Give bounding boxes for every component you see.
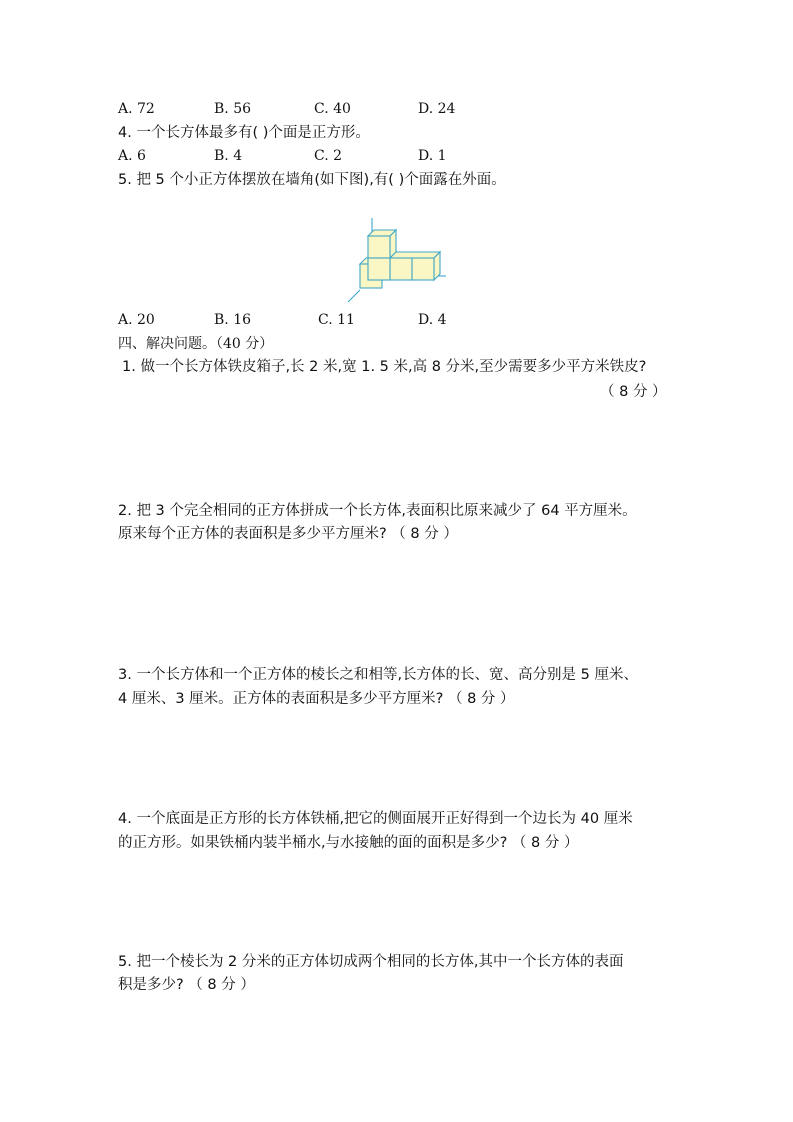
q4-option-d: D. 1 [418, 148, 447, 164]
cube-row-front-face-2 [412, 258, 434, 280]
q3-option-b: B. 56 [214, 101, 252, 117]
cube-row-front-face-1 [390, 258, 412, 280]
problem-2-line1: 2. 把 3 个完全相同的正方体拼成一个长方体,表面积比原来减少了 64 平方厘米。 [118, 503, 637, 519]
q5-option-b: B. 16 [214, 312, 252, 328]
problem-4-line2: 的正方形。如果铁桶内装半桶水,与水接触的面的面积是多少? （ 8 分 ） [118, 835, 579, 851]
floor-diagonal-line [348, 290, 360, 302]
q5-option-d: D. 4 [418, 312, 447, 328]
problem-2-line2: 原来每个正方体的表面积是多少平方厘米? （ 8 分 ） [118, 526, 458, 542]
cube-row-top-face [390, 252, 440, 258]
q4-option-c: C. 2 [314, 148, 343, 164]
q3-option-d: D. 24 [418, 101, 456, 117]
problem-5-line2: 积是多少? （ 8 分 ） [118, 977, 255, 993]
problem-3-line2: 4 厘米、3 厘米。正方体的表面积是多少平方厘米? （ 8 分 ） [118, 691, 515, 707]
q3-option-c: C. 40 [314, 101, 351, 117]
q4-option-b: B. 4 [214, 148, 243, 164]
cube-corner-figure [340, 212, 460, 312]
problem-1-line1: 1. 做一个长方体铁皮箱子,长 2 米,宽 1. 5 米,高 8 分米,至少需要多少平方米铁皮? [122, 359, 647, 375]
problem-4-line1: 4. 一个底面是正方形的长方体铁桶,把它的侧面展开正好得到一个边长为 40 厘米 [118, 811, 633, 827]
q5-option-c: C. 11 [318, 312, 355, 328]
problem-5-line1: 5. 把一个棱长为 2 分米的正方体切成两个相同的长方体,其中一个长方体的表面 [118, 954, 624, 970]
q3-option-a: A. 72 [118, 101, 155, 117]
q4-option-a: A. 6 [118, 148, 146, 164]
q4-text: 4. 一个长方体最多有( )个面是正方形。 [118, 125, 370, 141]
cube-top-front-face [368, 236, 390, 258]
problem-3-line1: 3. 一个长方体和一个正方体的棱长之和相等,长方体的长、宽、高分别是 5 厘米、 [118, 667, 638, 683]
q5-text: 5. 把 5 个小正方体摆放在墙角(如下图),有( )个面露在外面。 [118, 172, 506, 188]
q5-option-a: A. 20 [118, 312, 155, 328]
problem-1-score: （ 8 分 ） [600, 384, 667, 400]
cube-corner-front-face [368, 258, 390, 280]
section4-title: 四、解决问题。（40 分） [118, 336, 274, 352]
